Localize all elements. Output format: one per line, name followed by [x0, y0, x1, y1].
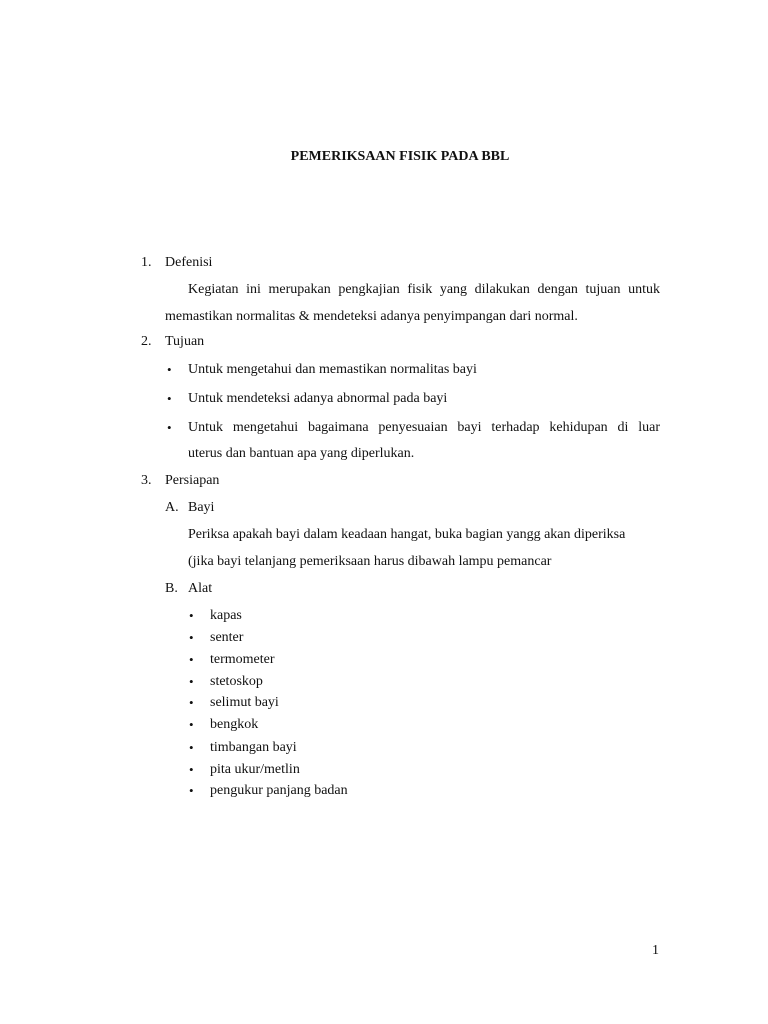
section-2-number: 2.: [141, 334, 152, 349]
bullet-icon: •: [189, 783, 194, 798]
section-1-paragraph-line-2: memastikan normalitas & mendeteksi adanya penyimpangan dari normal.: [165, 309, 578, 324]
bullet-icon: •: [167, 420, 172, 435]
section-2-heading: Tujuan: [165, 334, 205, 349]
sub-a-line-1: Periksa apakah bayi dalam keadaan hangat, buka bagian yangg akan diperiksa: [188, 527, 626, 542]
alat-item: pita ukur/metlin: [210, 762, 300, 777]
bullet-icon: •: [189, 608, 194, 623]
bullet-icon: •: [189, 652, 194, 667]
alat-item: termometer: [210, 652, 275, 667]
bullet-icon: •: [189, 762, 194, 777]
page-number: 1: [652, 943, 659, 958]
bullet-icon: •: [189, 717, 194, 732]
tujuan-item-1: Untuk mengetahui dan memastikan normalitas bayi: [188, 362, 477, 377]
bullet-icon: •: [189, 740, 194, 755]
alat-item: selimut bayi: [210, 695, 279, 710]
sub-b-heading: Alat: [188, 581, 213, 596]
bullet-icon: •: [189, 630, 194, 645]
tujuan-item-2: Untuk mendeteksi adanya abnormal pada bayi: [188, 391, 448, 406]
alat-item: kapas: [210, 608, 242, 623]
section-1-heading: Defenisi: [165, 255, 213, 270]
tujuan-item-3-line-2: uterus dan bantuan apa yang diperlukan.: [188, 446, 415, 461]
bullet-icon: •: [189, 695, 194, 710]
alat-item: timbangan bayi: [210, 740, 297, 755]
bullet-icon: •: [167, 362, 172, 377]
tujuan-item-3-line-1: Untuk mengetahui bagaimana penyesuaian bayi terhadap kehidupan di luar: [188, 420, 660, 435]
alat-item: senter: [210, 630, 244, 645]
sub-a-letter: A.: [165, 500, 179, 515]
section-1-paragraph-line-1: Kegiatan ini merupakan pengkajian fisik yang dilakukan dengan tujuan untuk: [188, 282, 660, 297]
section-3-heading: Persiapan: [165, 473, 220, 488]
sub-a-line-2: (jika bayi telanjang pemeriksaan harus dibawah lampu pemancar: [188, 554, 552, 569]
alat-item: bengkok: [210, 717, 259, 732]
alat-item: pengukur panjang badan: [210, 783, 348, 798]
sub-a-heading: Bayi: [188, 500, 215, 515]
document-title: PEMERIKSAAN FISIK PADA BBL: [290, 149, 510, 164]
section-3-number: 3.: [141, 473, 152, 488]
bullet-icon: •: [167, 391, 172, 406]
section-1-number: 1.: [141, 255, 152, 270]
sub-b-letter: B.: [165, 581, 178, 596]
bullet-icon: •: [189, 674, 194, 689]
alat-item: stetoskop: [210, 674, 263, 689]
